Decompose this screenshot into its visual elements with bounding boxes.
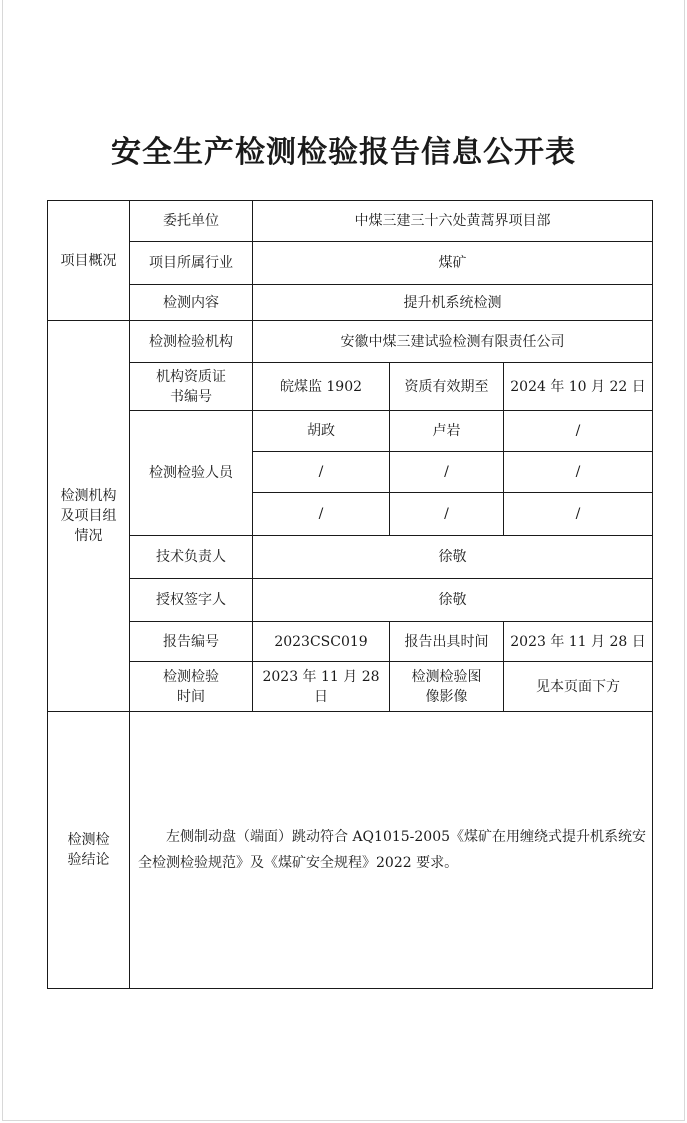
staff-cell: 胡政 (253, 411, 390, 452)
table-row (48, 712, 653, 989)
issue-time-label: 报告出具时间 (390, 622, 504, 662)
content-value: 提升机系统检测 (253, 285, 653, 321)
staff-cell: / (253, 493, 390, 536)
test-time-label: 检测检验时间 (130, 662, 253, 712)
client-value: 中煤三建三十六处黄蒿界项目部 (253, 201, 653, 242)
cert-label: 机构资质证书编号 (130, 363, 253, 411)
staff-cell: / (504, 493, 653, 536)
report-no-label: 报告编号 (130, 622, 253, 662)
staff-cell: / (504, 411, 653, 452)
table-row (48, 662, 653, 712)
table-row (48, 201, 653, 242)
staff-cell: / (390, 452, 504, 493)
content-label: 检测内容 (130, 285, 253, 321)
org-section-label: 检测机构及项目组情况 (48, 321, 130, 712)
tech-lead-label: 技术负责人 (130, 536, 253, 579)
client-label: 委托单位 (130, 201, 253, 242)
table-row (48, 321, 653, 363)
conclusion-label: 检测检验结论 (48, 712, 130, 989)
images-label: 检测检验图像影像 (390, 662, 504, 712)
issue-time-value: 2023 年 11 月 28 日 (504, 622, 653, 662)
staff-label: 检测检验人员 (130, 411, 253, 536)
cert-value: 皖煤监 1902 (253, 363, 390, 411)
industry-value: 煤矿 (253, 242, 653, 285)
images-value: 见本页面下方 (504, 662, 653, 712)
industry-label: 项目所属行业 (130, 242, 253, 285)
page-title: 安全生产检测检验报告信息公开表 (111, 135, 576, 170)
tech-lead-value: 徐敬 (253, 536, 653, 579)
signer-label: 授权签字人 (130, 579, 253, 622)
staff-cell: 卢岩 (390, 411, 504, 452)
staff-cell: / (504, 452, 653, 493)
validity-label: 资质有效期至 (390, 363, 504, 411)
signer-value: 徐敬 (253, 579, 653, 622)
staff-cell: / (253, 452, 390, 493)
agency-label: 检测检验机构 (130, 321, 253, 363)
project-section-label: 项目概况 (48, 201, 130, 321)
table-row (48, 536, 653, 579)
table-row (48, 579, 653, 622)
table-row (48, 363, 653, 411)
table-row (48, 411, 653, 452)
table-row (48, 242, 653, 285)
validity-value: 2024 年 10 月 22 日 (504, 363, 653, 411)
test-time-value: 2023 年 11 月 28 日 (253, 662, 390, 712)
conclusion-text: 左侧制动盘（端面）跳动符合 AQ1015-2005《煤矿在用缠绕式提升机系统安全检测检验规范》及《煤矿安全规程》2022 要求。 (130, 712, 653, 989)
info-table (47, 200, 653, 989)
report-no-value: 2023CSC019 (253, 622, 390, 662)
agency-value: 安徽中煤三建试验检测有限责任公司 (253, 321, 653, 363)
staff-cell: / (390, 493, 504, 536)
table-row (48, 622, 653, 662)
table-row (48, 285, 653, 321)
